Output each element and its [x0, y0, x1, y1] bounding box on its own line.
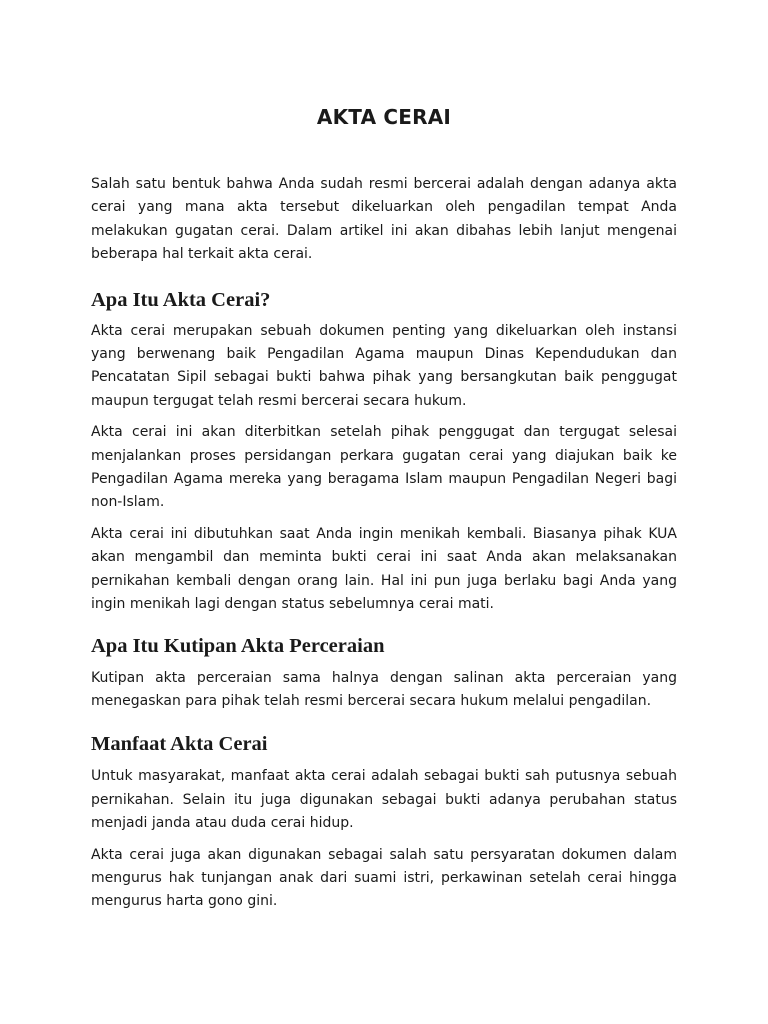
- section-3-paragraph-1: Untuk masyarakat, manfaat akta cerai adalah sebagai bukti sah putusnya sebuah pernikahan. Selain itu juga digunakan sebagai bukti adanya perubahan status menjadi janda atau duda cerai hidup.: [91, 768, 677, 832]
- section-1-paragraph-3: Akta cerai ini dibutuhkan saat Anda ingin menikah kembali. Biasanya pihak KUA akan mengambil dan meminta bukti cerai ini saat Anda akan melaksanakan pernikahan kembali dengan orang lain. Hal ini pun juga berlaku bagi Anda yang ingin menikah lagi dengan status sebelumnya cerai mati.: [91, 525, 677, 613]
- section-1-paragraph-2: Akta cerai ini akan diterbitkan setelah pihak penggugat dan tergugat selesai menjalankan proses persidangan perkara gugatan cerai yang diajukan baik ke Pengadilan Agama mereka yang beragama Islam maupun Pengadilan Negeri bagi non-Islam.: [91, 424, 677, 511]
- intro-paragraph: Salah satu bentuk bahwa Anda sudah resmi bercerai adalah dengan adanya akta cerai yang mana akta tersebut dikeluarkan oleh pengadilan tempat Anda melakukan gugatan cerai. Dalam artikel ini akan dibahas lebih lanjut mengenai beberapa hal terkait akta cerai.: [91, 176, 677, 263]
- section-3-paragraph-2: Akta cerai juga akan digunakan sebagai salah satu persyaratan dokumen dalam mengurus hak tunjangan anak dari suami istri, perkawinan setelah cerai hingga mengurus harta gono gini.: [91, 846, 677, 910]
- section-1-paragraph-1: Akta cerai merupakan sebuah dokumen penting yang dikeluarkan oleh instansi yang berwenang baik Pengadilan Agama maupun Dinas Kependudukan dan Pencatatan Sipil sebagai bukti bahwa pihak yang bersangkutan baik penggugat maupun tergugat telah resmi bercerai secara hukum.: [91, 322, 677, 409]
- document-title: AKTA CERAI: [316, 105, 452, 129]
- document-page: [91, 0, 677, 914]
- section-heading-manfaat-akta-cerai: Manfaat Akta Cerai: [91, 733, 268, 756]
- section-2-paragraph-1: Kutipan akta perceraian sama halnya dengan salinan akta perceraian yang menegaskan para pihak telah resmi bercerai secara hukum melalui pengadilan.: [91, 669, 677, 709]
- section-heading-apa-itu-akta-cerai: Apa Itu Akta Cerai?: [91, 288, 271, 311]
- section-heading-kutipan-akta-perceraian: Apa Itu Kutipan Akta Perceraian: [91, 634, 385, 657]
